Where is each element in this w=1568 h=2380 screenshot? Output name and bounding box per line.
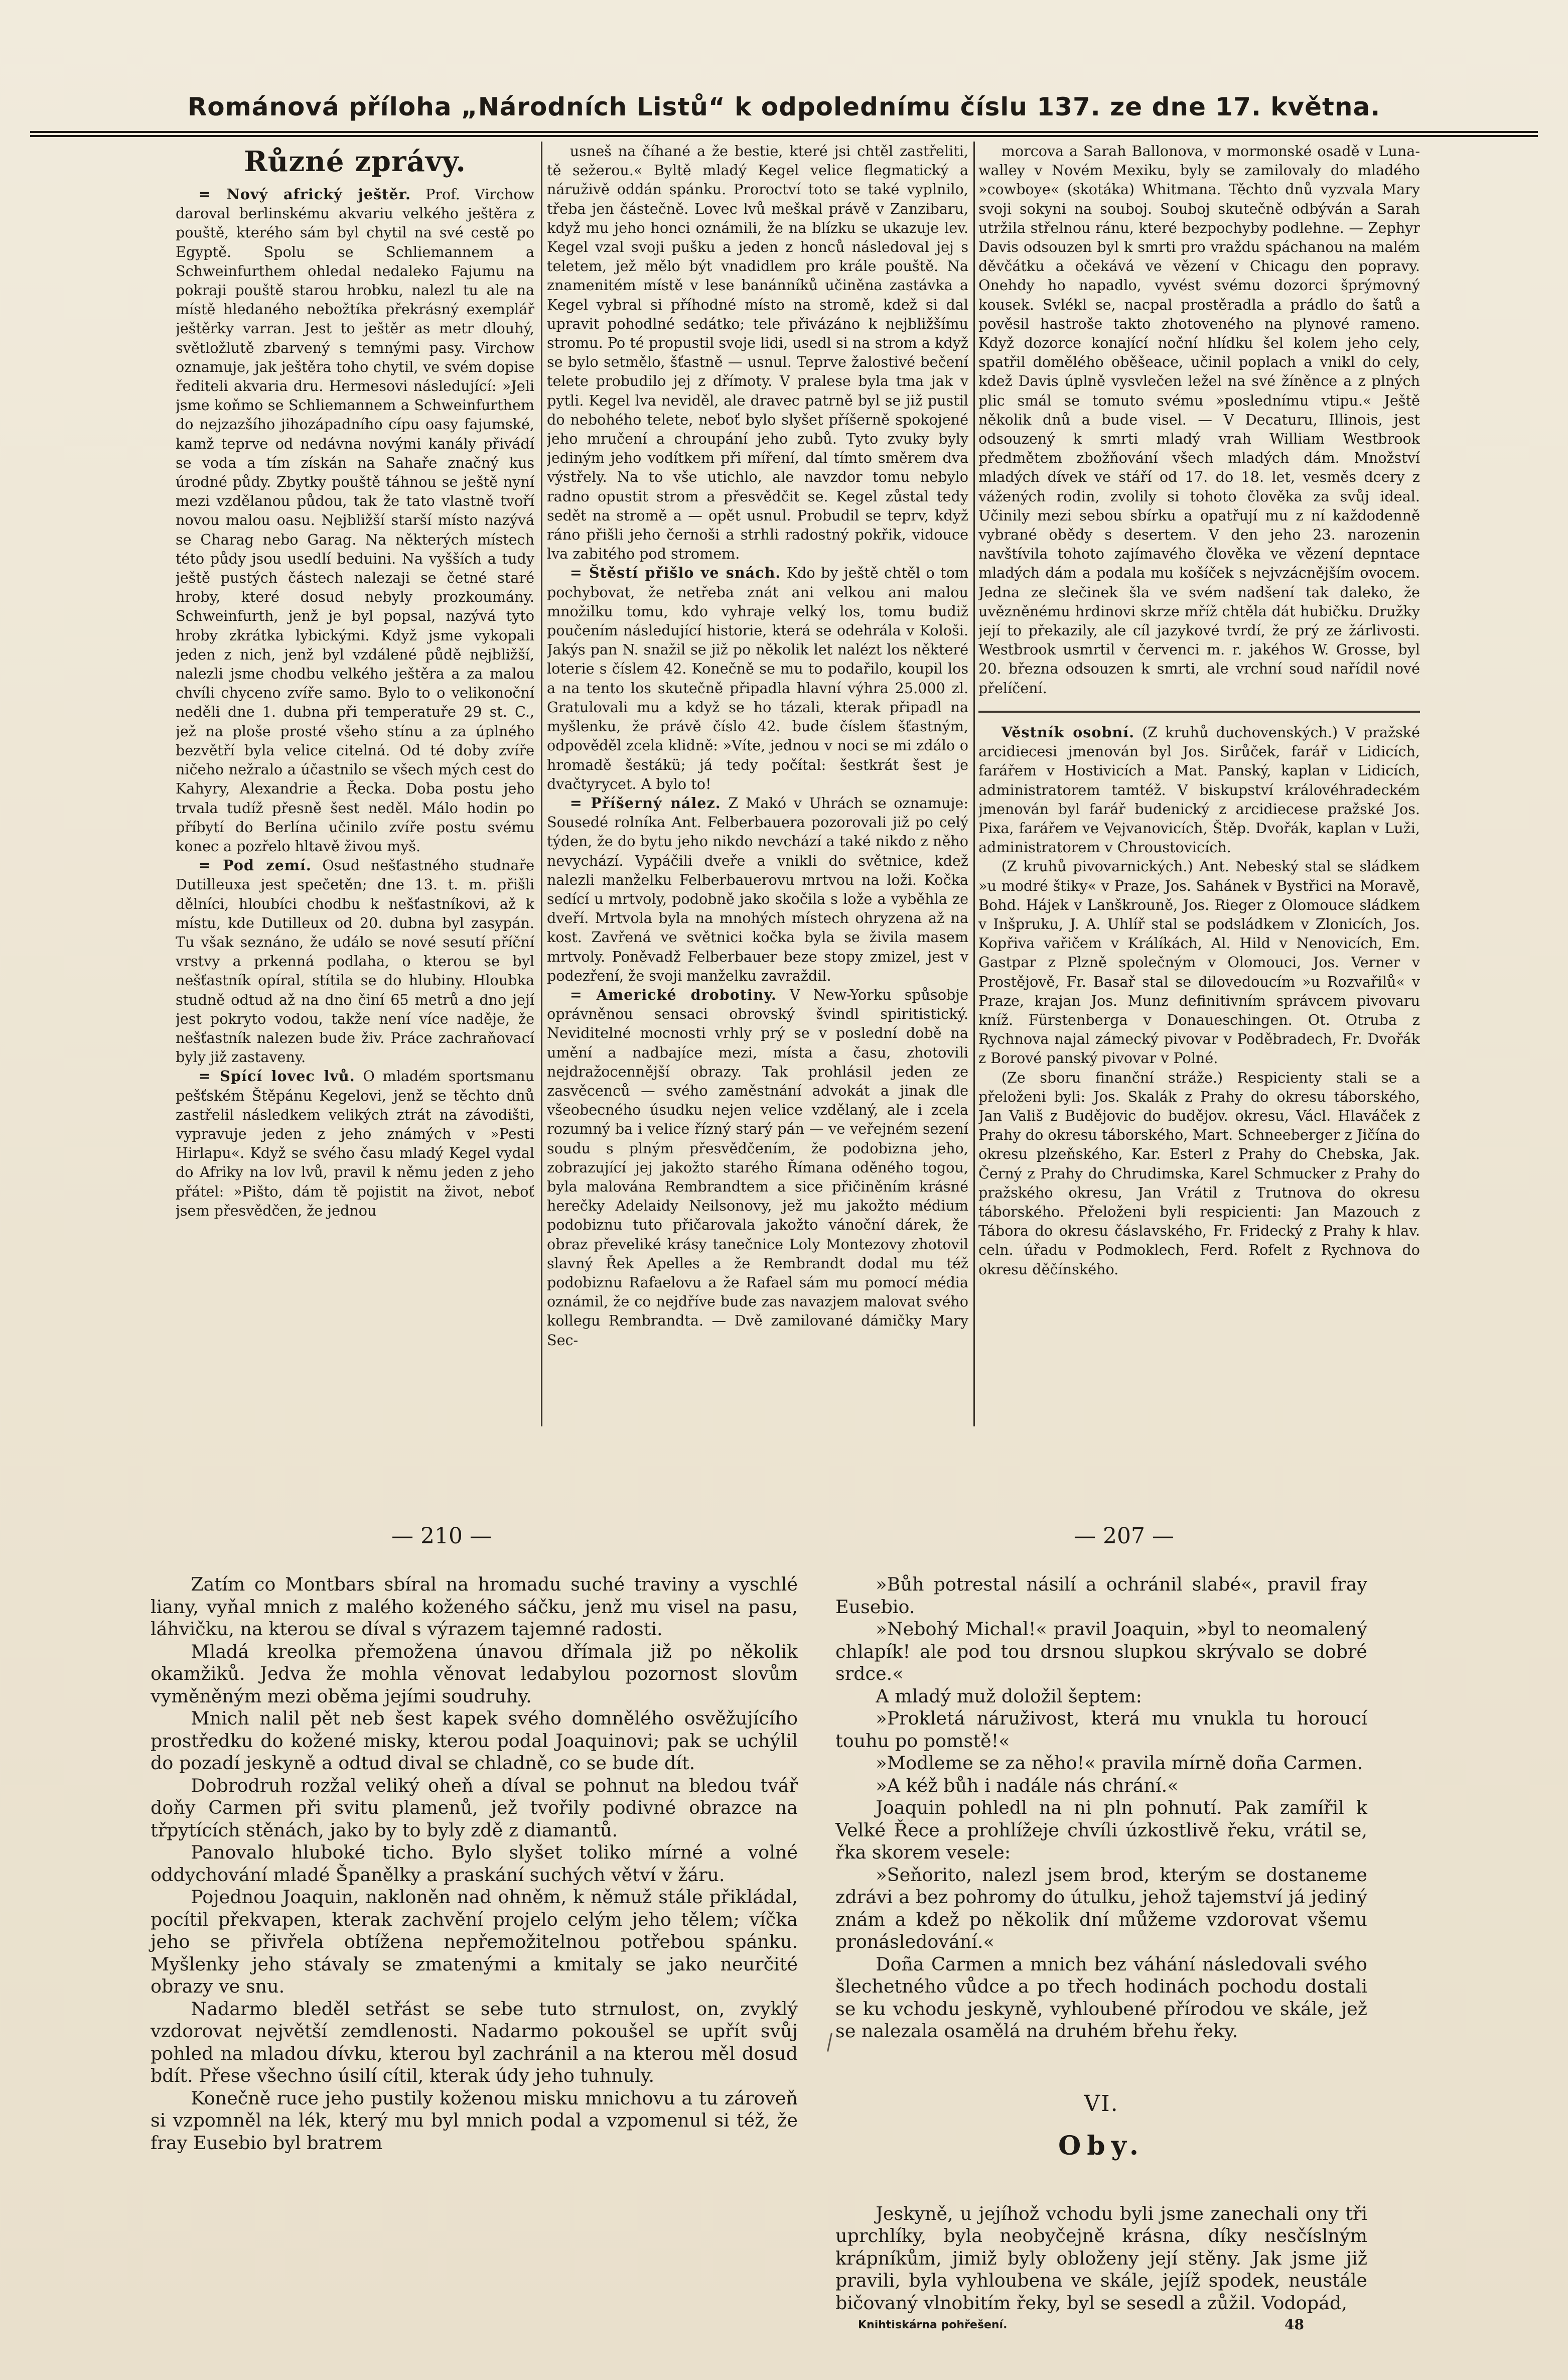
- novel-paragraph: Jeskyně, u jejíhož vchodu byli jsme zanechali ony tři uprchlíky, byla neobyčejně krásna, díky nesčíslným krápníkům, jimiž byly obloženy její stěny. Jak jsme již pravili, byla vyhloubena ve skále, jejíž spodek, neustále bičovaný vlnobitím řeky, byl se sesedl a zůžil. Vodopád,: [835, 2202, 1367, 2314]
- novel-paragraph: Konečně ruce jeho pustily koženou misku mnichovu a tu zároveň si vzpomněl na lék, který mu byl mnich podal a vzpomenul si též, že fray Eusebio byl bratrem: [151, 2087, 798, 2154]
- news-item: [978, 857, 1420, 1068]
- novel-paragraph: »Modleme se za něho!« pravila mírně doña Carmen.: [876, 1752, 1363, 1774]
- section-heading: Různé zprávy.: [244, 145, 466, 178]
- novel-paragraph: Nadarmo bleděl setřást se sebe tuto strnulost, on, zvyklý vzdorovat největší zemdlenosti. Nadarmo pokoušel se upřít svůj pohled na mladou dívku, kterou byl zachránil a na kterou měl dosud bdít. Přese všechno úsilí cítil, kterak údy jeho tuhnuly.: [151, 1998, 798, 2086]
- masthead: Románová příloha „Národních Listů“ k odpolednímu číslu 137. ze dne 17. května.: [30, 83, 1538, 137]
- news-item-text: Osud nešťastného studnaře Dutilleuxa jest spečetěn; dne 13. t. m. přišli dělníci, hloubíci chodbu k nešťastníkovi, až k místu, kde Dutilleux od 20. dubna byl zasypán. Tu však seznáno, že událo se nové sesutí příční vrstvy a prkenná podlaha, o kterou se byl nešťastník opíral, stítila se do hlubiny. Hloubka studně odtud až na dno činí 65 metrů a dno její jest pokryto vodou, takže není více naděje, že nešťastník nalezen bude živ. Práce zachraňovací byly již zastaveny.: [176, 857, 534, 1066]
- column-rule: [541, 142, 542, 1426]
- novel-right-body-continued: [835, 2203, 1367, 2315]
- novel-paragraph: »Bůh potrestal násilí a ochránil slabé«, pravil fray Eusebio.: [835, 1573, 1367, 1618]
- novel-paragraph: Doña Carmen a mnich bez váhání následovali svého šlechetného vůdce a po třech hodinách pochodu dostali se ku vchodu jeskyně, vyhloubené přírodou ve skále, jež se nalezala osamělá na druhém břehu řeky.: [835, 1953, 1367, 2042]
- novel-paragraph: Mladá kreolka přemožena únavou dřímala již po několik okamžiků. Jedva že mohla věnovat ledabylou pozornost slovům vyměněným mezi oběma jejími soudruhy.: [151, 1640, 798, 1707]
- chapter-number: VI.: [1084, 2090, 1119, 2117]
- novel-paragraph: Zatím co Montbars sbíral na hromadu suché traviny a vyschlé liany, vyňal mnich z malého koženého sáčku, jenž mu visel na pasu, láhvičku, na kterou se díval s výrazem tajemné radosti.: [151, 1573, 798, 1640]
- news-item-text: O mladém sportsmanu pešťském Štěpánu Kegelovi, jenž se těchto dnů zastřelil následkem velikých ztrát na závodišti, vypravuje jeden z jeho známých v »Pesti Hirlapu«. Když se svého času mladý Kegel vydal do Afriky na lov lvů, pravil k němu jeden z jeho přátel: »Pišto, dám tě pojistit na život, neboť jsem přesvědčen, že jednou: [176, 1068, 534, 1219]
- news-item: [978, 142, 1420, 698]
- news-column-3-body: [978, 142, 1420, 698]
- signature-mark: 48: [1285, 2316, 1304, 2333]
- news-item-lead: = Štěstí přišlo ve snách.: [569, 564, 781, 582]
- novel-paragraph: »Prokletá náruživost, která mu vnukla tu horoucí touhu po pomstě!«: [835, 1707, 1367, 1752]
- news-item: [176, 185, 534, 856]
- news-item-text: morcova a Sarah Ballonova, v mormonské osadě v Luna-walley v Novém Mexiku, byly se zamilovaly do mladého »cowboye« (skotáka) Whitmana. Těchto dnů vyzvala Mary svoji sokyni na souboj. Souboj skutečně odbýván a Sarah utržila střelnou ránu, které bezpochyby podlehne. — Zephyr Davis odsouzen byl k smrti pro vraždu spáchanou na malém děvčátku a očekává ve vězení v Chicagu den popravy. Onehdy ho napadlo, vyvést svému dozorci šprýmovný kousek. Svlékl se, nacpal prostěradla a prádlo do šatů a pověsil hastroše takto zhotoveného na plynové rameno. Když dozorce konající noční hlídku šel kolem jeho cely, spatřil domělého oběšeace, učinil poplach a vnikl do cely, kdež Davis úplně vysvlečen ležel na své žíněnce a z plných plic smál se tomuto svému »poslednímu vtipu.« Ještě několik dnů a bude visel. — V Decaturu, Illinois, jest odsouzený k smrti mladý vrah William Westbrook předmětem zbožňování všech mladých dám. Množství mladých dívek ve stáří od 17. do 18. let, vesměs dcery z vážených rodin, zvolily si tohoto člověka za svůj ideal. Učinily mezi sebou sbírku a opatřují mu z ní každodenně vybrané obědy s desertem. V den jeho 23. narozenin navštívila tohoto zajímavého člověka ve vězení depntace mladých dám a podala mu košíček s nejvzácnějším ovocem. Jedna ze slečinek šla ve svém nadšení tak daleko, že uvězněnému hrdinovi skrze mříž chtěla dát hubičku. Družky její to překazily, ale cíl jazykové tvrdí, že prý ze žárlivosti. Westbrook usmrtil v červenci m. r. jakéhos W. Grosse, byl 20. března odsouzen k smrti, ale vrchní soud nařídil nové přelíčení.: [978, 143, 1420, 697]
- news-column-2: [547, 142, 968, 1439]
- novel-paragraph: Dobrodruh rozžal veliký oheň a díval se pohnut na bledou tvář doňy Carmen při svitu plamenů, jež tvořily podivné obrazce na třpytících stěnách, jako by to byly zdě z diamantů.: [151, 1774, 798, 1841]
- column-rule: [973, 142, 975, 1426]
- news-column-2-body: [547, 142, 968, 1350]
- novel-paragraph: »Nebohý Michal!« pravil Joaquin, »byl to neomalený chlapík! ale pod tou drsnou slupkou skrývalo se dobré srdce.«: [835, 1618, 1367, 1684]
- news-item-text: Prof. Virchow daroval berlinskému akvariu velkého ještěra z pouště, kterého sám byl chytil na své cestě po Egyptě. Spolu se Schliemannem a Schweinfurthem ohledal nedaleko Fajumu na pokraji pouště starou hrobku, nalezl tu ale na místě hledaného nebožtíka překrásný exemplář ještěrky varran. Jest to ještěr as metr dlouhý, světložlutě zbarvený s temnými pasy. Virchow oznamuje, jak ještěra toho chytil, ve svém dopise řediteli akvaria dru. Hermesovi následující: »Jeli jsme koňmo se Schliemannem a Schweinfurthem do nejzazšího jihozápadního cípu oasy fajumské, kamž teprve od nedávna novými kanály přivádí se voda a tím získán na Sahaře značný kus úrodné půdy. Zbytky pouště táhnou se ještě nyní mezi vzdělanou půdou, tak že tato vlastně tvoří novou malou oasu. Nejbližší starší místo nazývá se Charag nebo Garag. Na některých místech této půdy jsou usedlí beduini. Na vyšších a tudy ještě pustých částech nalezaji se četné staré hroby, které dosud nebyly prozkoumány. Schweinfurth, jenž je byl popsal, nazývá tyto hroby zkrátka lybickými. Když jsme vykopali jeden z nich, jenž byl vzdálené půdě nejbližší, nalezli jsme chodbu velkého ještěra a za malou chvíli chyceno zvíře samo. Bylo to o velikonoční neděli dne 1. dubna při temperatuře 29 st. C., jež na ploše prosté všeho stínu a za úplného bezvětří byla velice citelná. Od té doby zvíře ničeho nežralo a účastnilo se všech mých cest do Kahyry, Alexandrie a Řecka. Doba postu jeho trvala tudíž přesně šest neděl. Málo hodin po příbytí do Berlína učinilo zvíře postu svému konec a pozřelo hltavě živou myš.: [176, 186, 534, 855]
- news-item-text: V New-Yorku spůsobje oprávněnou sensaci obrovský švindl spiritistický. Neviditelné mocnosti vrhly prý se v poslední době na umění a nadbajíce mezi, místa a času, zhotovili nejdražocennější obrazy. Tak prohlásil jeden ze zasvěcenců — svého zaměstnání advokát a jinak dle všeobecného úsudku nejen velice vzdělaný, ale i zcela rozumný ba i velice řízný starý pán — ve veřejném sezení soudu s plným přesvědčením, že podobizna jeho, zobrazující jej jakožto starého Římana oděného togou, byla malována Rembrandtem a sice přičiněním krásné herečky Adelaidy Neilsonovy, jež mu jakožto médium podobiznu tuto přičarovala jakožto vánoční dárek, že obraz převeliké krásy tanečnice Loly Montezovy zhotovil slavný Řek Apelles a že Rembrandt dodal mu též podobiznu Rafaelovu a že Rafael sám mu pomocí média oznámil, že co nejdříve bude zas navazjem malovat svého kollegu Rembrandta. — Dvě zamilované dámičky Mary Sec-: [547, 986, 968, 1349]
- news-item-lead: = Nový africký ještěr.: [198, 186, 411, 203]
- news-column-3: [978, 142, 1420, 1439]
- novel-paragraph: »Seňorito, nalezl jsem brod, kterým se dostaneme zdrávi a bez pohromy do útulku, jehož tajemství já jediný znám a kdež po několik dní můžeme vzdorovat všemu pronásledování.«: [835, 1864, 1367, 1952]
- novel-right-body: [835, 1573, 1367, 2043]
- novel-paragraph: Panovalo hluboké ticho. Bylo slyšet toliko mírné a volné oddychování mladé Španělky a praskání suchých větví v žáru.: [151, 1841, 798, 1886]
- news-item-text: Z Makó v Uhrách se oznamuje: Sousedé rolníka Ant. Felberbauera pozorovali již po celý týden, že do bytu jeho nikdo nevchází a také nikdo z něho nevychází. Vypáčili dveře a vnikli do světnice, kdež nalezli manželku Felberbauerovu mrtvou na loži. Kočka sedící u mrtvoly, podobně jako skočila s lože a vyběhla ze dveří. Mrtvola byla na mnohých místech ohryzena až na kost. Zavřená ve světnici kočka byla se živila masem mrtvoly. Poněvadž Felberbauer beze stopy zmizel, jest v podezření, že svoji manželku zavraždil.: [547, 794, 968, 984]
- news-item: [176, 1067, 534, 1220]
- page-number-left: — 210 —: [391, 1523, 492, 1549]
- news-item: [547, 794, 968, 985]
- section-separator: [978, 711, 1420, 713]
- news-item: [547, 563, 968, 793]
- novel-column-right: [835, 1573, 1367, 2314]
- news-item: [547, 985, 968, 1350]
- novel-paragraph: »A kéž bůh i nadále nás chrání.«: [876, 1774, 1179, 1796]
- news-item-text: (Ze sboru finanční stráže.) Respicienty stali se a přeloženi byli: Jos. Skalák z Prahy do okresu táborského, Jan Vališ z Budějovic do budějov. okresu, Václ. Hlaváček z Prahy do okresu táborského, Mart. Schneeberger z Jičína do okresu plzeňského, Kar. Esterl z Prahy do Chebska, Jak. Černý z Prahy do Chrudimska, Karel Schmucker z Prahy do pražského okresu, Jan Vrátil z Trutnova do okresu táborského. Přeloženi byli respicienti: Jan Mazouch z Tábora do okresu čáslavského, Fr. Fridecký z Prahy k hlav. celn. úřadu v Podmoklech, Ferd. Rofelt z Rychnova do okresu děčínského.: [978, 1069, 1420, 1278]
- novel-column-left: [151, 1573, 798, 2154]
- news-item-lead: = Americké drobotiny.: [569, 986, 777, 1003]
- personal-news-body: [978, 723, 1420, 1279]
- news-item: [176, 856, 534, 1067]
- printer-imprint: Knihtiskárna pohřešení.: [858, 2319, 1008, 2331]
- news-item: [978, 723, 1420, 857]
- news-item-text: Kdo by ještě chtěl o tom pochybovat, že netřeba znát ani velkou ani malou množilku tomu, kdo vyhraje velký los, tomu budiž poučením následující historie, která se odehrála v Kološi. Jakýs pan N. snažil se již po několik let nalézt los některé loterie s číslem 42. Konečně se mu to podařilo, koupil los a na tento los skutečně připadla hlavní výhra 25.000 zl. Gratulovali mu a když se ho tázali, kterak připadl na myšlenku, že právě číslo 42. bude číslem šťastným, odpověděl zcela klidně: »Víte, jednou v noci se mi zdálo o hromadě šestákü; já tedy počítal: šestkrát šest je dvačtyrycet. A bylo to!: [547, 564, 968, 792]
- news-item: [978, 1068, 1420, 1279]
- news-item-text: usneš na číhané a že bestie, které jsi chtěl zastřeliti, tě sežerou.« Byltě mladý Kegel velice flegmatický a náruživě oddán spánku. Proroctví toto se také vyplnilo, třeba jen částečně. Lovec lvů meškal právě v Zanzibaru, když mu jeho honci oznámili, že na blízku se ukazuje lev. Kegel vzal svoji pušku a jeden z honců následoval jej s teletem, jež mělo být vnadidlem pro krále pouště. Na znamenitém místě v lese banánníků učiněna zastávka a Kegel vybral si příhodné místo na stromě, kdež si dal upravit pohodlné sedátko; tele přivázáno k nejbližšímu stromu. Po té propustil svoje lidi, usedl si na strom a když se bylo setmělo, šťastně — usnul. Teprve žalostivé bečení telete probudilo jej z dřímoty. V pralese byla tma jak v pytli. Kegel lva neviděl, ale dravec patrně byl se již pustil do nebohého telete, neboť bylo slyšet příšerně spokojené jeho mručení a chroupání jeho zubů. Tyto zvuky byly jediným jeho vodítkem při míření, dal tímto směrem dva výstřely. Na to vše utichlo, ale navzdor tomu nebylo radno opustit strom a přesvědčit se. Kegel zůstal tedy sedět na stromě a — opět usnul. Probudil se teprv, když ráno přišli jeho černoši a strhli radostný pokřik, vidouce lva zabitého pod stromem.: [547, 143, 968, 563]
- news-item-lead: = Pod zemí.: [198, 857, 312, 874]
- page-number-right: — 207 —: [1074, 1523, 1174, 1549]
- novel-paragraph: A mladý muž doložil šeptem:: [876, 1685, 1142, 1707]
- novel-left-body: [151, 1573, 798, 2154]
- news-item-text: (Z kruhů duchovenských.) V pražské arcidiecesi jmenován byl Jos. Sirůček, farář v Lidicích, farářem v Hostivicích a Mat. Panský, kaplan v Lidicích, administratorem tamtéž. V biskupství královéhradeckém jmenován byl farář budenický z arcidiecese pražské Jos. Pixa, farářem ve Vejvanovicích, Štěp. Dvořák, kaplan v Luži, administratorem v Chroustovicích.: [978, 723, 1420, 856]
- news-column-1-body: [176, 185, 534, 1220]
- news-item-text: (Z kruhů pivovarnických.) Ant. Nebeský stal se sládkem »u modré štiky« v Praze, Jos. Sahánek v Bystřici na Moravě, Bohd. Hájek v Lanškrouně, Jos. Rieger z Olomouce sládkem v Inšpruku, J. A. Uhlíř stal se podsládkem v Zlonicích, Jos. Kopřiva vařičem v Králíkách, Al. Hild v Nenovicích, Em. Gastpar z Plzně společným v Olomouci, Jos. Verner v Prostějově, Fr. Basař stal se dilovedoucím »u Rozvařilů« v Praze, krajan Jos. Munz definitivním správcem pivovaru kníž. Fürstenberga v Donaueschingen. Ot. Otruba z Rychnova najal zámecký pivovar v Poděbradech, Fr. Dvořák z Borové panský pivovar v Polné.: [978, 858, 1420, 1067]
- novel-paragraph: Pojednou Joaquin, nakloněn nad ohněm, k němuž stále přikládal, pocítil překvapen, kterak zachvění projelo celým jeho tělem; víčka jeho se přivřela obtížena nepřemožitelnou potřebou spánku. Myšlenky jeho stávaly se zmatenými a kmitaly se jako neurčité obrazy ve snu.: [151, 1886, 798, 1997]
- news-item-lead: = Spící lovec lvů.: [198, 1068, 355, 1085]
- news-item-lead: = Příšerný nález.: [569, 794, 721, 812]
- news-column-1: [176, 142, 534, 1439]
- news-item: [547, 142, 968, 563]
- news-item-lead: Věstník osobní.: [1001, 723, 1135, 741]
- novel-paragraph: Joaquin pohledl na ni pln pohnutí. Pak zamířil k Velké Řece a prohlížeje chvíli úzkostlivě řeku, vrátil se, řka skorem vesele:: [835, 1797, 1367, 1863]
- novel-paragraph: Mnich nalil pět neb šest kapek svého domnělého osvěžujícího prostředku do kožené misky, kterou podal Joaquinovi; pak se uchýlil do pozadí jeskyně a odtud dival se chladně, co se bude dít.: [151, 1707, 798, 1774]
- chapter-title: Oby.: [1058, 2131, 1145, 2161]
